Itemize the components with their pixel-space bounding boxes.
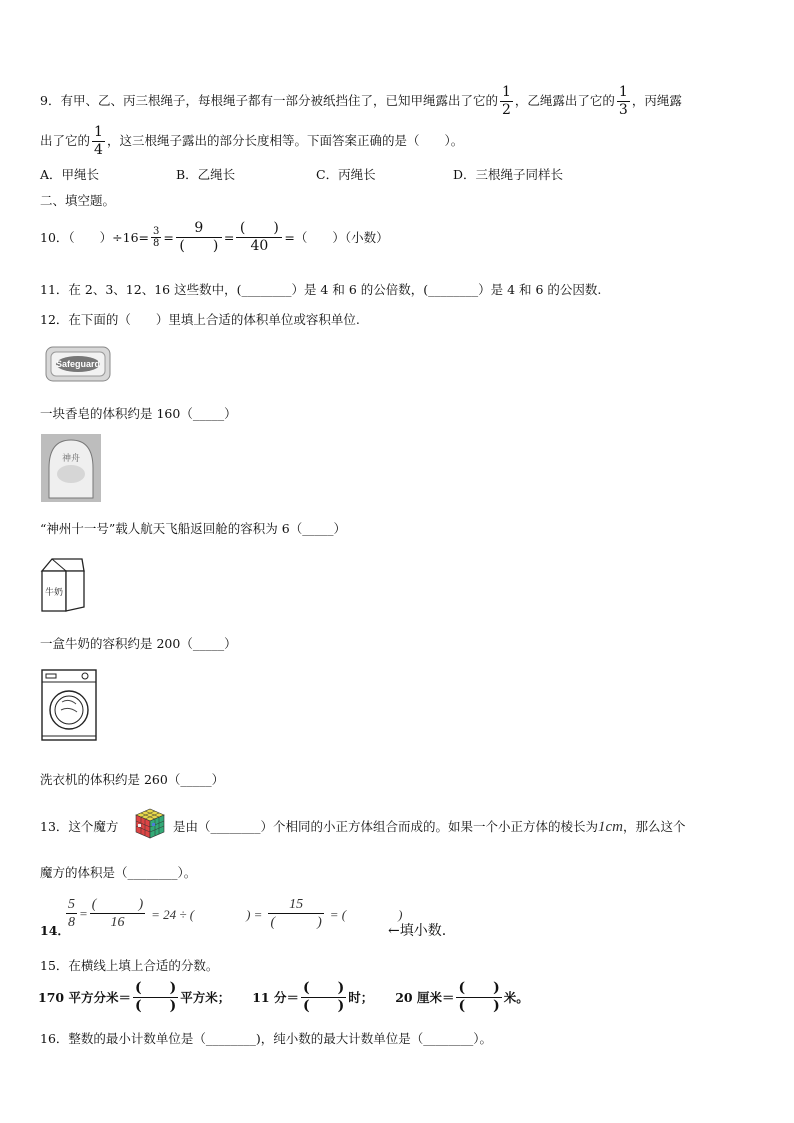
q12-line-soap: 一块香皂的体积约是 160（_____）	[40, 406, 237, 421]
q12-stem: 12．在下面的（ ）里填上合适的体积单位或容积单位.	[40, 312, 360, 327]
q14-fraction-16: $\frac{( )}{16}$	[91, 897, 144, 930]
capsule-image	[41, 434, 101, 502]
q12-line-capsule: “神州十一号”载人航天飞船返回舱的容积为 6（_____）	[40, 521, 346, 536]
q13-text-d: 魔方的体积是（________）。	[40, 865, 197, 880]
milk-carton-icon	[38, 555, 88, 613]
q12-line-washer: 洗衣机的体积约是 260（_____）	[40, 772, 225, 787]
q9-fraction-1: $\frac{1}{2}$	[501, 84, 511, 118]
q9-text-c: ，丙绳露	[631, 93, 682, 108]
q9-fraction-3: $\frac{1}{4}$	[94, 124, 103, 158]
q10-fraction-9: $\frac{9}{( )}$	[176, 220, 222, 255]
q9-line1	[40, 84, 682, 119]
q10-fraction-40: $\frac{( )}{40}$	[236, 220, 282, 255]
q9-option-a[interactable]: A．甲绳长	[40, 167, 100, 182]
q10-fraction-3-8: $\frac{3}{8}$	[153, 226, 160, 249]
q11-line: 11．在 2、3、12、16 这些数中，(________）是 4 和 6 的公倍数，(________）是 4 和 6 的公因数.	[40, 282, 602, 297]
q9-text-a: 9．有甲、乙、丙三根绳子，每根绳子都有一部分被纸挡住了，已知甲绳露出了它的	[40, 93, 498, 108]
q14-number: 14．	[40, 923, 70, 938]
q13-unit: 1cm	[598, 819, 624, 835]
q15-blank-fraction-3[interactable]: $\frac{( )}{( )}$	[458, 980, 500, 1014]
section-heading: 二、填空题。	[40, 193, 116, 208]
q14-fraction-5-8: $\frac{5}{8}$	[68, 897, 75, 930]
q9-option-b[interactable]: B．乙绳长	[176, 167, 236, 182]
capsule-text: 神舟	[61, 454, 81, 464]
q13-text-b: 是由（________）个相同的小正方体组合而成的。如果一个小正方体的棱长为1cm，那么这个	[173, 819, 686, 835]
q14-fraction-15: $\frac{15}{( )}$	[270, 897, 322, 930]
q15-line: 170 平方分米＝ $\frac{( )}{( )}$ 平方米； 11 分＝ $\frac{( )}{( )}$ 时； 20 厘米＝ $\frac{( )}{( )}$ 米。	[38, 980, 529, 1014]
q12-line-milk: 一盒牛奶的容积约是 200（_____）	[40, 636, 237, 651]
q15-blank-fraction-1[interactable]: $\frac{( )}{( )}$	[134, 980, 177, 1014]
milk-label-text: 牛奶	[44, 588, 64, 598]
washing-machine-icon	[40, 668, 98, 744]
q10-line: 10．（ ）÷16= $\frac{3}{8}$ = $\frac{9}{( )}$ = $\frac{( )}{40}$ =（ ）（小数）	[40, 220, 389, 254]
q9-text-b: ，乙绳露出了它的	[514, 93, 615, 108]
q16-line: 16．整数的最小计数单位是（________)，纯小数的最大计数单位是（________）。	[40, 1031, 493, 1046]
soap-image	[45, 344, 111, 384]
q9-option-c[interactable]: C．丙绳长	[316, 167, 376, 182]
soap-brand-text: Safeguard	[55, 359, 101, 369]
q13-text-a: 13．这个魔方	[40, 819, 119, 834]
q9-option-d[interactable]: D．三根绳子同样长	[453, 167, 564, 182]
q14-equation: $\frac{5}{8}$ = $\frac{( )}{16}$ = 24 ÷ ( ) = $\frac{15}{( )}$ = ( )	[68, 897, 403, 930]
q15-stem: 15．在横线上填上合适的分数。	[40, 958, 219, 973]
q14-note: ←填小数.	[388, 923, 447, 939]
rubiks-cube-icon	[133, 806, 167, 840]
q15-blank-fraction-2[interactable]: $\frac{( )}{( )}$	[302, 980, 345, 1014]
q9-fraction-2: $\frac{1}{3}$	[618, 84, 628, 118]
q9-line2: 出了它的 $\frac{1}{4}$ ，这三根绳子露出的部分长度相等。下面答案正确的是（ ）。	[40, 124, 464, 158]
